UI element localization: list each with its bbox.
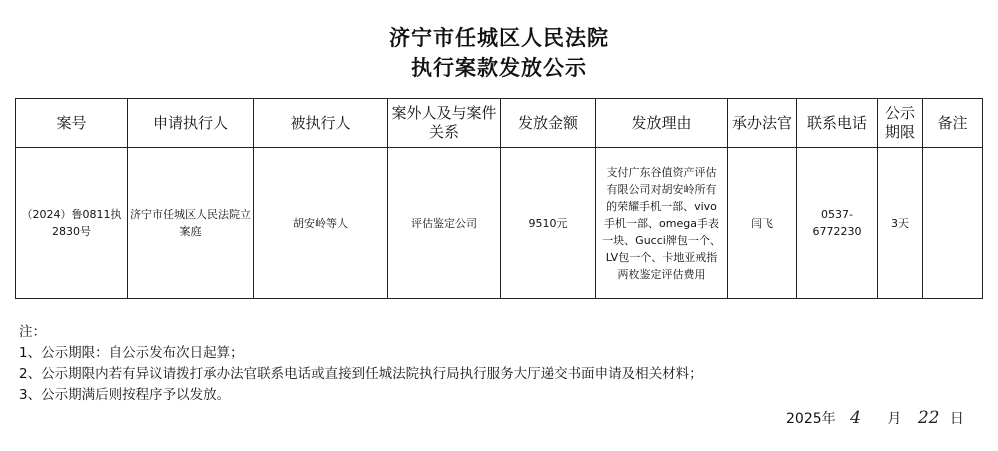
header-reason: 发放理由 (596, 99, 728, 148)
table-row (16, 148, 983, 299)
header-phone: 联系电话 (797, 99, 878, 148)
date-month-handwritten: 4 (850, 408, 861, 428)
cell-reason: 支付广东谷值资产评估有限公司对胡安岭所有的荣耀手机一部、vivo手机一部、omega手表一块、Gucci牌包一个、LV包一个、卡地亚戒指两枚鉴定评估费用 (596, 148, 728, 299)
cell-case-no: （2024）鲁0811执2830号 (16, 148, 128, 299)
disbursement-table (15, 98, 983, 299)
cell-remark (923, 148, 983, 299)
header-third-party: 案外人及与案件关系 (388, 99, 501, 148)
header-period: 公示期限 (878, 99, 923, 148)
cell-phone: 0537-6772230 (797, 148, 878, 299)
date-month-unit: 月 (887, 411, 902, 427)
date-day-unit: 日 (949, 411, 964, 427)
header-amount: 发放金额 (501, 99, 596, 148)
header-case-no: 案号 (16, 99, 128, 148)
cell-respondent: 胡安岭等人 (254, 148, 388, 299)
cell-period: 3天 (878, 148, 923, 299)
cell-applicant: 济宁市任城区人民法院立案庭 (128, 148, 254, 299)
note-item: 1、公示期限：自公示发布次日起算； (19, 345, 244, 361)
note-item: 2、公示期限内若有异议请拨打承办法官联系电话或直接到任城法院执行局执行服务大厅递交书面申请及相关材料； (19, 366, 703, 382)
notes-section (19, 322, 703, 406)
cell-amount: 9510元 (501, 148, 596, 299)
cell-judge: 闫飞 (728, 148, 797, 299)
date-day-handwritten: 22 (917, 408, 940, 428)
date-year: 2025年 (786, 411, 836, 427)
cell-third-party: 评估鉴定公司 (388, 148, 501, 299)
header-applicant: 申请执行人 (128, 99, 254, 148)
header-respondent: 被执行人 (254, 99, 388, 148)
notes-heading: 注： (19, 324, 46, 340)
note-item: 3、公示期满后则按程序予以发放。 (19, 387, 231, 403)
header-judge: 承办法官 (728, 99, 797, 148)
table-header-row (16, 99, 983, 148)
notice-date (786, 408, 964, 429)
page-title: 济宁市任城区人民法院 (389, 25, 609, 50)
header-remark: 备注 (923, 99, 983, 148)
page-subtitle: 执行案款发放公示 (411, 55, 587, 80)
